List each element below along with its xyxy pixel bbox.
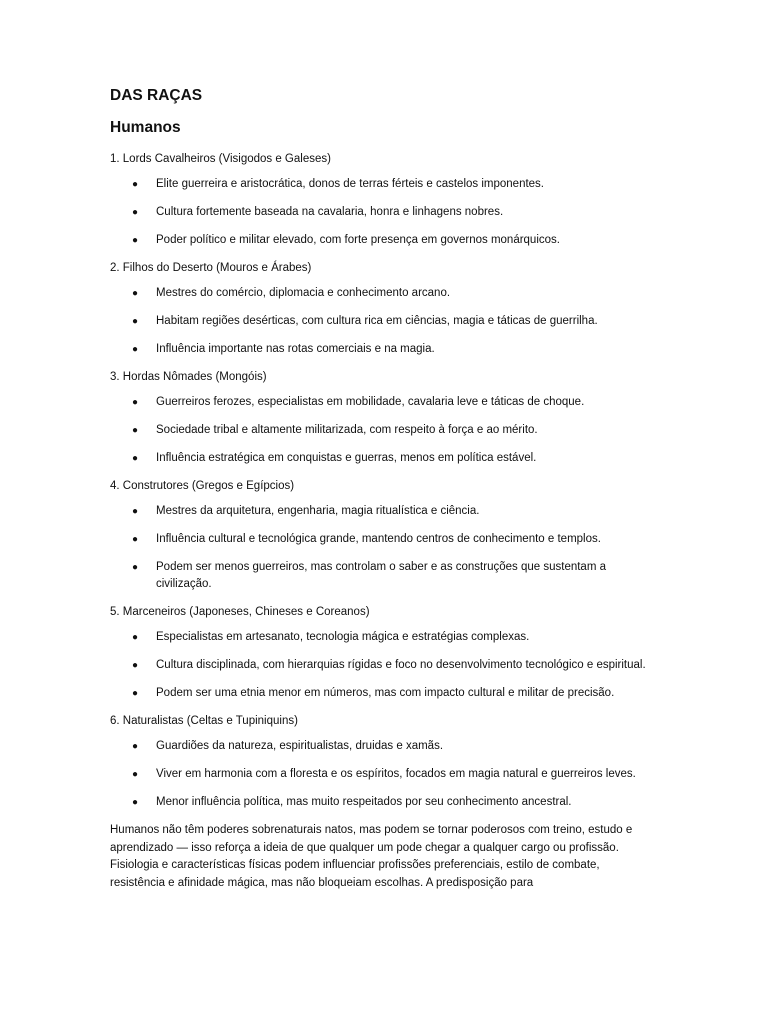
list-item-text: Guardiões da natureza, espiritualistas, druidas e xamãs.: [156, 740, 444, 752]
bullet-icon: ●: [132, 688, 139, 699]
list-item: [110, 766, 660, 783]
group-3: [110, 369, 660, 467]
list-item-text: Especialistas em artesanato, tecnologia mágica e estratégias complexas.: [156, 631, 530, 643]
document-title: DAS RAÇAS: [110, 87, 203, 104]
document-page: [110, 86, 660, 892]
group-2: [110, 260, 660, 358]
bullet-icon: ●: [132, 534, 139, 545]
list-item-text: Sociedade tribal e altamente militarizada, com respeito à força e ao mérito.: [156, 424, 538, 436]
bullet-icon: ●: [132, 179, 139, 190]
bullet-icon: ●: [132, 397, 139, 408]
group-6: [110, 713, 660, 811]
list-item: [110, 394, 660, 411]
closing-paragraph: Humanos não têm poderes sobrenaturais natos, mas podem se tornar poderosos com treino, estudo e aprendizado — isso reforça a ideia de que qualquer um pode chegar a qualquer cargo ou profissão. Fisiologia e características físicas podem influenciar profissões preferenciais, estilo de combate, resistência e afinidade mágica, mas não bloqueiam escolhas. A predisposição para: [110, 824, 633, 889]
group-4: [110, 478, 660, 593]
bullet-list: [110, 285, 660, 358]
group-5: [110, 604, 660, 702]
list-item-text: Menor influência política, mas muito respeitados por seu conhecimento ancestral.: [156, 796, 572, 808]
list-item-text: Influência estratégica em conquistas e guerras, menos em política estável.: [156, 452, 537, 464]
group-heading: 1. Lords Cavalheiros (Visigodos e Galeses): [110, 153, 331, 165]
group-heading: 2. Filhos do Deserto (Mouros e Árabes): [110, 262, 312, 274]
bullet-list: [110, 629, 660, 702]
list-item: [110, 657, 660, 674]
list-item: [110, 794, 660, 811]
group-1: [110, 151, 660, 249]
bullet-icon: ●: [132, 235, 139, 246]
list-item-text: Mestres da arquitetura, engenharia, magia ritualística e ciência.: [156, 505, 480, 517]
bullet-icon: ●: [132, 632, 139, 643]
bullet-icon: ●: [132, 344, 139, 355]
list-item-text: Elite guerreira e aristocrática, donos de terras férteis e castelos imponentes.: [156, 178, 544, 190]
list-item: [110, 531, 660, 548]
list-item-text: Influência cultural e tecnológica grande, mantendo centros de conhecimento e templos.: [156, 533, 601, 545]
bullet-icon: ●: [132, 425, 139, 436]
bullet-list: [110, 503, 660, 593]
bullet-icon: ●: [132, 769, 139, 780]
list-item: [110, 422, 660, 439]
section-title: Humanos: [110, 119, 181, 136]
list-item-text: Mestres do comércio, diplomacia e conhecimento arcano.: [156, 287, 451, 299]
list-item-text: Guerreiros ferozes, especialistas em mobilidade, cavalaria leve e táticas de choque.: [156, 396, 585, 408]
list-item-text: Habitam regiões desérticas, com cultura rica em ciências, magia e táticas de guerrilha.: [156, 315, 598, 327]
bullet-icon: ●: [132, 453, 139, 464]
list-item-text: Viver em harmonia com a floresta e os espíritos, focados em magia natural e guerreiros leves.: [156, 768, 636, 780]
bullet-icon: ●: [132, 316, 139, 327]
list-item-text: Cultura fortemente baseada na cavalaria, honra e linhagens nobres.: [156, 206, 504, 218]
list-item: [110, 341, 660, 358]
bullet-icon: ●: [132, 207, 139, 218]
group-heading: 6. Naturalistas (Celtas e Tupiniquins): [110, 715, 298, 727]
bullet-icon: ●: [132, 741, 139, 752]
list-item: [110, 176, 660, 193]
list-item-text: Podem ser uma etnia menor em números, mas com impacto cultural e militar de precisão.: [156, 687, 615, 699]
bullet-list: [110, 394, 660, 467]
list-item: [110, 629, 660, 646]
group-heading: 5. Marceneiros (Japoneses, Chineses e Coreanos): [110, 606, 370, 618]
list-item: [110, 313, 660, 330]
list-item: [110, 685, 660, 702]
group-heading: 4. Construtores (Gregos e Egípcios): [110, 480, 295, 492]
list-item: [110, 204, 660, 221]
bullet-list: [110, 738, 660, 811]
list-item: [110, 503, 660, 520]
list-item-text: Poder político e militar elevado, com forte presença em governos monárquicos.: [156, 234, 560, 246]
list-item: [110, 559, 660, 593]
list-item: [110, 738, 660, 755]
list-item-text: Cultura disciplinada, com hierarquias rígidas e foco no desenvolvimento tecnológico e espiritual.: [156, 659, 646, 671]
group-heading: 3. Hordas Nômades (Mongóis): [110, 371, 267, 383]
bullet-icon: ●: [132, 506, 139, 517]
list-item: [110, 232, 660, 249]
list-item-text: Influência importante nas rotas comerciais e na magia.: [156, 343, 435, 355]
bullet-icon: ●: [132, 288, 139, 299]
list-item-text: Podem ser menos guerreiros, mas controlam o saber e as construções que sustentam a civilização.: [156, 561, 606, 590]
bullet-icon: ●: [132, 797, 139, 808]
bullet-icon: ●: [132, 660, 139, 671]
bullet-list: [110, 176, 660, 249]
list-item: [110, 285, 660, 302]
bullet-icon: ●: [132, 562, 139, 573]
list-item: [110, 450, 660, 467]
